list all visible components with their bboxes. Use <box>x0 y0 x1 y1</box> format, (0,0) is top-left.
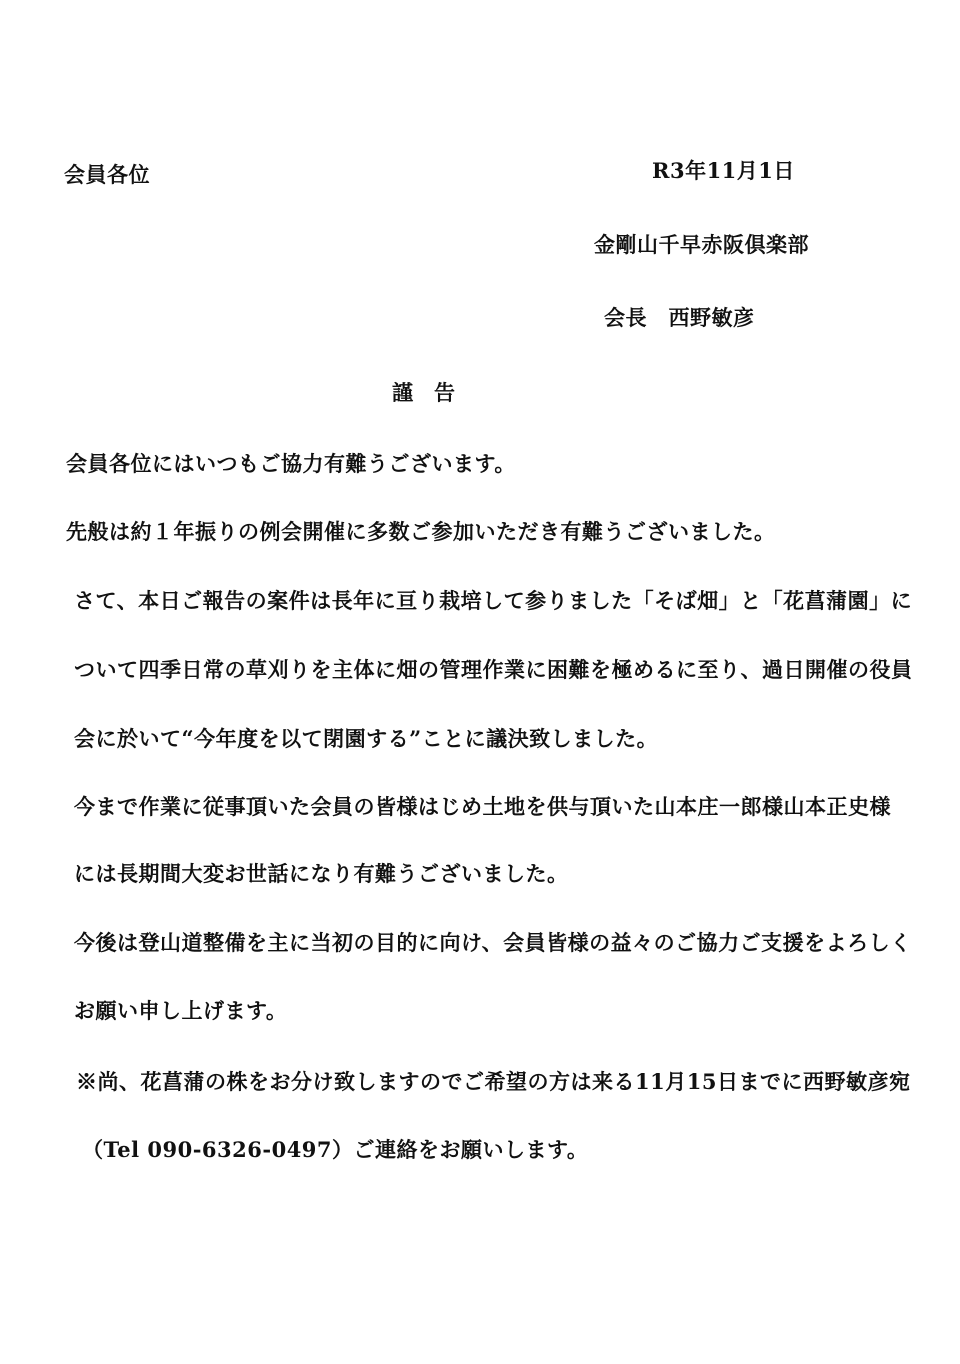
body-line: 今後は登山道整備を主に当初の目的に向け、会員皆様の益々のご協力ご支援をよろしく <box>74 930 912 955</box>
body-line: 先般は約１年振りの例会開催に多数ご参加いただき有難うございました。 <box>66 519 776 544</box>
body-line: 会員各位にはいつもご協力有難うございます。 <box>66 451 516 476</box>
president-name: 会長 西野敏彦 <box>604 305 755 330</box>
body-line: ※尚、花菖蒲の株をお分け致しますのでご希望の方は来る11月15日までに西野敏彦宛 <box>76 1069 911 1094</box>
organization-name: 金剛山千早赤阪倶楽部 <box>594 232 809 257</box>
body-line: さて、本日ご報告の案件は長年に亘り栽培して参りました「そば畑」と「花菖蒲園」に <box>74 588 913 613</box>
body-line: 会に於いて“今年度を以て閉園する”ことに議決致しました。 <box>74 726 659 751</box>
addressee: 会員各位 <box>64 162 150 187</box>
body-line: には長期間大変お世話になり有難うございました。 <box>74 861 569 886</box>
body-line: お願い申し上げます。 <box>74 998 288 1023</box>
notice-title: 謹 告 <box>392 380 455 405</box>
body-line: 今まで作業に従事頂いた会員の皆様はじめ土地を供与頂いた山本庄一郎様山本正史様 <box>74 794 891 819</box>
body-line: （Tel 090-6326-0497）ご連絡をお願いします。 <box>82 1137 589 1162</box>
issue-date: R3年11月1日 <box>652 158 795 183</box>
body-line: ついて四季日常の草刈りを主体に畑の管理作業に困難を極めるに至り、過日開催の役員 <box>74 657 913 682</box>
